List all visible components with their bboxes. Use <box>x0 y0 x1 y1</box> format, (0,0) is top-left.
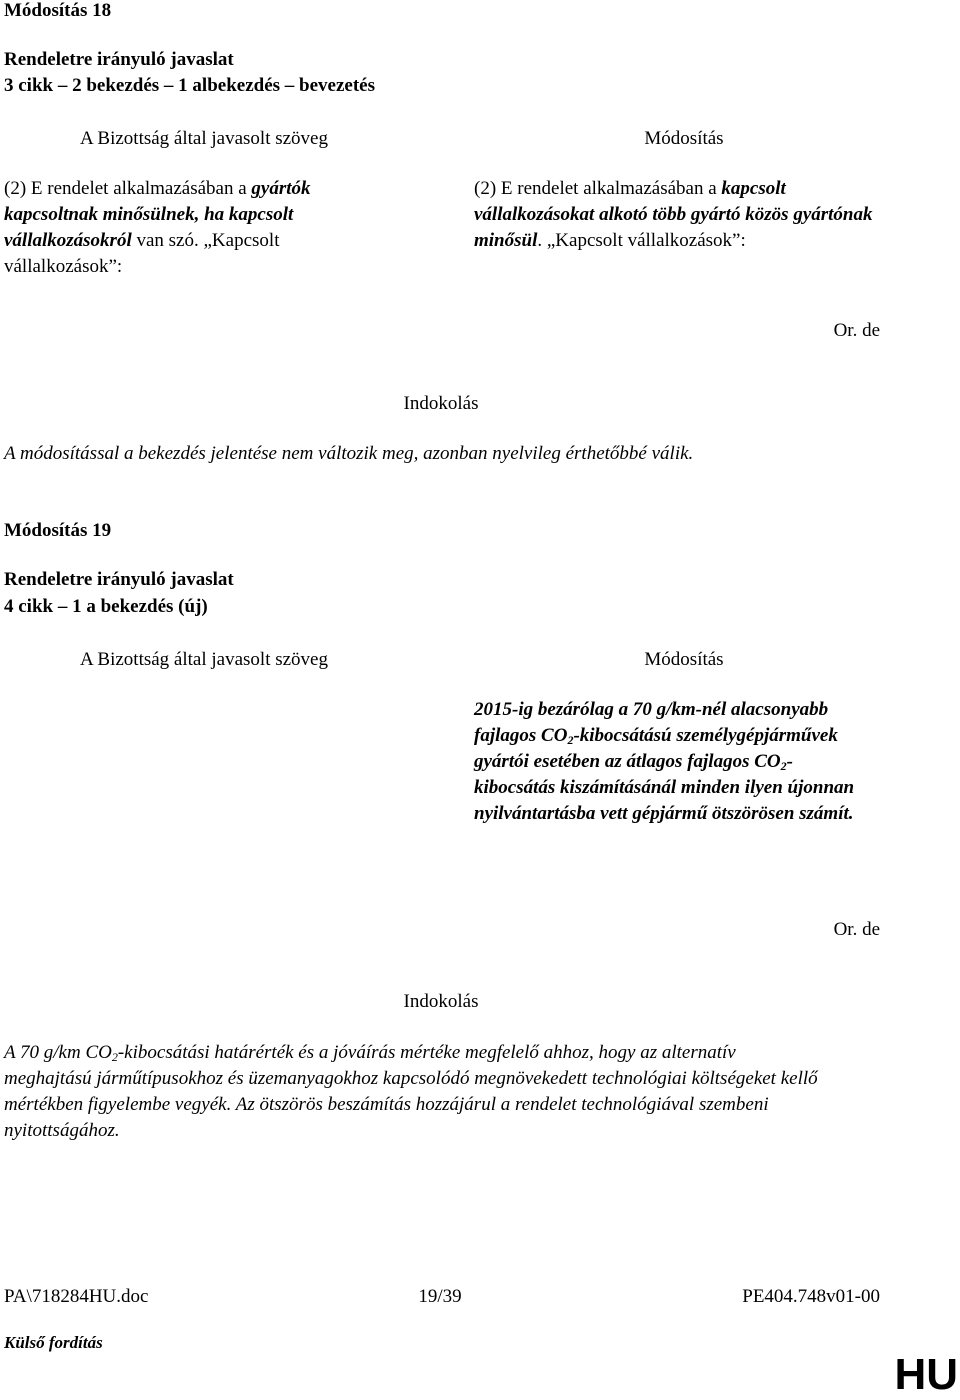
amendment-19-original-language: Or. de <box>833 919 880 940</box>
amendment-18-commission-text <box>4 176 384 280</box>
text-run: (2) E rendelet alkalmazásában a <box>474 178 722 199</box>
footer-translation-note: Külső fordítás <box>4 1333 103 1352</box>
subscript: 2 <box>111 1050 118 1064</box>
text-run: -kibocsátási határérték és a jóváírás mértéke megfelelő ahhoz, hogy az alternatív meghajtású járműtípusokhoz és üzemanyagokhoz kapcsolódó megnövekedett technológiai költségeket kellő mértékben figyelembe vegyék. Az ötszörös beszámítás hozzájárul a rendelet technológiával szembeni nyitottságához. <box>4 1042 818 1141</box>
amendment-19-right-column-heading: Módosítás <box>644 649 724 670</box>
subscript: 2 <box>780 759 787 773</box>
amendment-19-title: Módosítás 19 <box>4 520 112 541</box>
subscript: 2 <box>567 733 574 747</box>
text-run: (2) E rendelet alkalmazásában a <box>4 178 252 199</box>
amendment-19-amended-text <box>474 697 874 827</box>
text-run: . „Kapcsolt vállalkozások”: <box>537 230 746 251</box>
deleted-text-run: gyártók kapcsoltnak minősülnek, ha kapcsolt vállalkozásokról <box>4 178 311 251</box>
amendment-18-justification-heading: Indokolás <box>403 393 479 414</box>
amendment-18-left-column-heading: A Bizottság által javasolt szöveg <box>79 128 328 149</box>
text-run: 2015-ig bezárólag a 70 g/km-nél alacsonyabb fajlagos CO <box>474 699 829 746</box>
footer-pe-number: PE404.748v01-00 <box>742 1286 880 1307</box>
text-run: A 70 g/km CO <box>4 1042 112 1063</box>
amendment-19-left-column-heading: A Bizottság által javasolt szöveg <box>79 649 328 670</box>
amendment-19-article: 4 cikk – 1 a bekezdés (új) <box>4 596 208 617</box>
amendment-18-title: Módosítás 18 <box>4 0 112 21</box>
amendment-18-amended-text <box>474 176 874 254</box>
text-run: -kibocsátású személygépjárművek gyártói esetében az átlagos fajlagos CO <box>474 725 838 772</box>
text-run: -kibocsátás kiszámításánál minden ilyen újonnan nyilvántartásba vett gépjármű ötszörösen számít. <box>474 751 855 824</box>
amendment-18-article: 3 cikk – 2 bekezdés – 1 albekezdés – bevezetés <box>4 75 375 96</box>
amendment-18-justification-text: A módosítással a bekezdés jelentése nem változik meg, azonban nyelvileg érthetőbbé válik. <box>4 443 694 464</box>
text-run: van szó. „Kapcsolt vállalkozások”: <box>4 230 280 277</box>
footer-language-code: HU <box>894 1350 958 1399</box>
amendment-19-justification-heading: Indokolás <box>403 991 479 1012</box>
amendment-18-proposal: Rendeletre irányuló javaslat <box>4 49 234 70</box>
amendment-18-right-column-heading: Módosítás <box>644 128 724 149</box>
amendment-18-original-language: Or. de <box>833 320 880 341</box>
amendment-19-proposal: Rendeletre irányuló javaslat <box>4 569 234 590</box>
footer-document-reference: PA\718284HU.doc <box>4 1286 149 1307</box>
footer-page-number: 19/39 <box>418 1286 462 1307</box>
inserted-text-run: kapcsolt vállalkozásokat alkotó több gyártó közös gyártónak minősül <box>474 178 873 251</box>
amendment-19-justification-text <box>4 1040 819 1144</box>
